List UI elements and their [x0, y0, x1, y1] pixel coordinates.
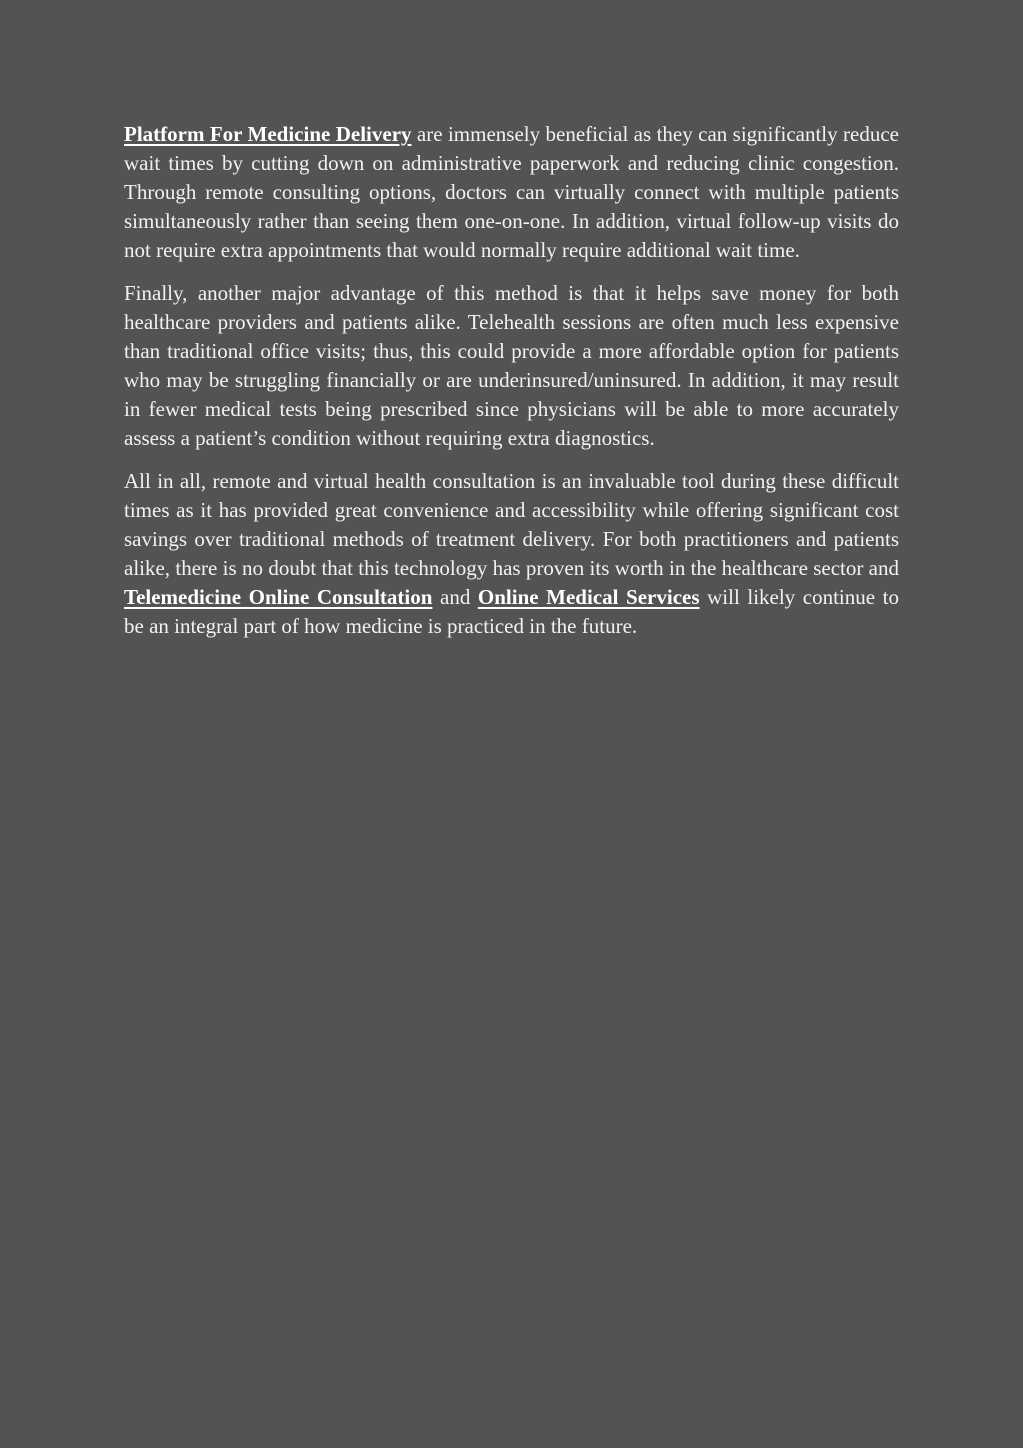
paragraph-3-text-end: will likely continue to be an integral part of how medicine is practiced in the future. — [124, 585, 899, 638]
paragraph-3 — [124, 467, 899, 641]
online-medical-services-link[interactable]: Online Medical Services — [477, 585, 700, 609]
paragraph-1-text: are immensely beneficial as they can significantly reduce wait times by cutting down on administrative paperwork and reducing clinic congestion. Through remote consulting options, doctors can virtually connect with multiple patients simultaneously rather than seeing them one-on-one. In addition, virtual follow-up visits do not require extra appointments that would normally require additional wait time. — [124, 122, 899, 262]
telemedicine-online-consultation-link[interactable]: Telemedicine Online Consultation — [124, 585, 433, 609]
paragraph-3-text-and: and — [432, 585, 478, 609]
paragraph-3-text-start: All in all, remote and virtual health consultation is an invaluable tool during these difficult times as it has provided great convenience and accessibility while offering significant cost savings over traditional methods of treatment delivery. For both practitioners and patients alike, there is no doubt that this technology has proven its worth in the healthcare sector and — [124, 469, 899, 580]
paragraph-2 — [124, 279, 899, 453]
document-body — [124, 120, 899, 641]
platform-for-medicine-delivery-link[interactable]: Platform For Medicine Delivery — [124, 122, 412, 146]
paragraph-1 — [124, 120, 899, 265]
paragraph-2-text: Finally, another major advantage of this method is that it helps save money for both healthcare providers and patients alike. Telehealth sessions are often much less expensive than traditional office visits; thus, this could provide a more affordable option for patients who may be struggling financially or are underinsured/uninsured. In addition, it may result in fewer medical tests being prescribed since physicians will be able to more accurately assess a patient’s condition without requiring extra diagnostics. — [124, 281, 899, 450]
